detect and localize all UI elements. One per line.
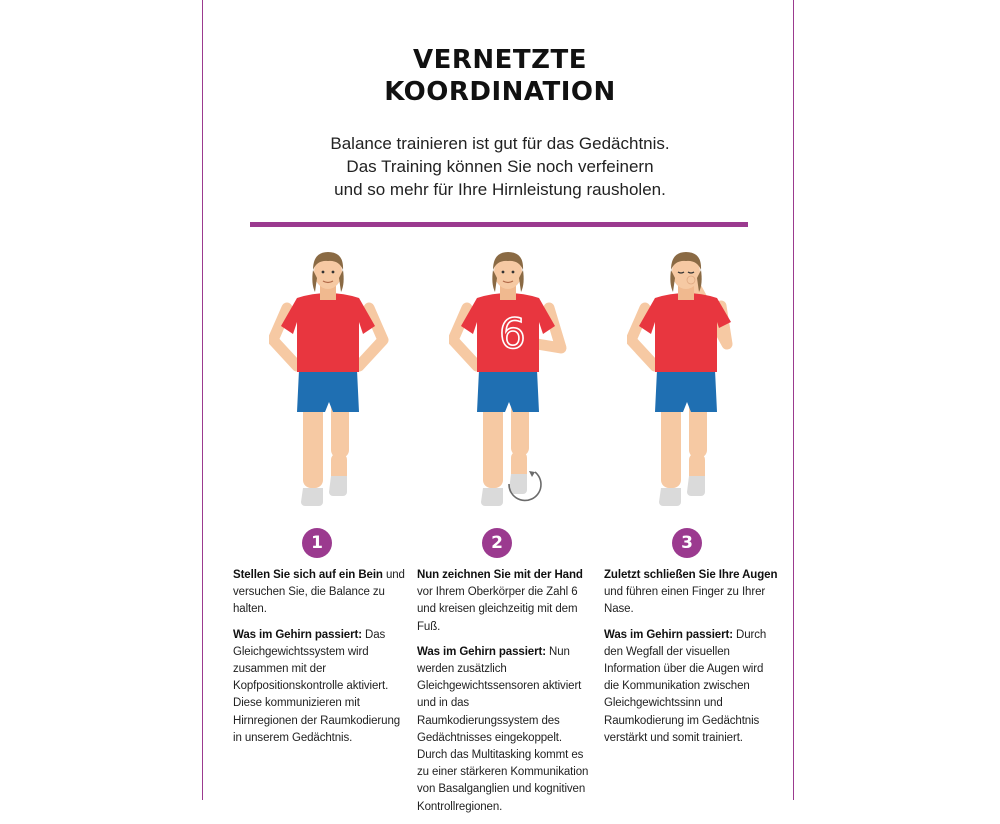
- intro-line-2: Das Training können Sie noch verfeinern: [346, 157, 654, 176]
- step-2-brain-text: Nun werden zusätzlich Gleichgewichtssensoren aktiviert und in das Raumkodierungssystem des Gedächtnisses eingekoppelt. Durch das Multitasking kommt es zu einer stärkeren Kommunikation von Basalganglien und kognitiven Kontrollregionen.: [417, 645, 589, 813]
- figure-1-person: [273, 252, 383, 506]
- step-3-lead: Zuletzt schließen Sie Ihre Augen: [604, 569, 778, 581]
- figure-3-illustration: [627, 248, 747, 518]
- step-3-lead-rest: und führen einen Finger zu Ihrer Nase.: [604, 586, 766, 616]
- title-line-1: VERNETZTE: [412, 45, 587, 75]
- step-2-instruction: [417, 567, 592, 636]
- section-divider: [250, 222, 748, 227]
- intro-line-1: Balance trainieren ist gut für das Gedächtnis.: [330, 134, 670, 153]
- step-1-lead-rest: und versuchen Sie, die Balance zu halten.: [233, 569, 405, 616]
- step-1-brain: [233, 627, 408, 747]
- step-2-brain-label: Was im Gehirn passiert:: [417, 645, 546, 658]
- intro-line-3: und so mehr für Ihre Hirnleistung rausholen.: [334, 180, 666, 199]
- step-1-badge: 1: [302, 528, 332, 558]
- figure-2-person: [453, 252, 561, 506]
- step-2-brain: [417, 644, 592, 816]
- step-2-lead: Nun zeichnen Sie mit der Hand: [417, 569, 583, 581]
- step-1-instruction: [233, 567, 408, 619]
- step-3-brain-text: Durch den Wegfall der visuellen Information über die Augen wird die Kommunikation zwischen Gleichgewichtssinn und Raumkodierung im Gedächtnis verstärkt und somit trainiert.: [604, 628, 767, 744]
- figure-2-illustration: [449, 248, 569, 518]
- intro-text: [280, 132, 720, 201]
- step-1-text: [233, 567, 408, 755]
- step-3-brain-label: Was im Gehirn passiert:: [604, 628, 733, 641]
- step-2-badge: 2: [482, 528, 512, 558]
- figure-3-person: [631, 252, 731, 506]
- figure-1-illustration: [269, 248, 389, 518]
- step-1-brain-label: Was im Gehirn passiert:: [233, 628, 362, 641]
- title-line-2: KOORDINATION: [384, 77, 616, 107]
- page-title: [300, 44, 700, 108]
- step-2-text: [417, 567, 592, 824]
- step-1-lead: Stellen Sie sich auf ein Bein: [233, 569, 383, 581]
- step-3-instruction: [604, 567, 779, 619]
- number-six-glyph: 6: [499, 309, 526, 358]
- step-2-lead-rest: vor Ihrem Oberkörper die Zahl 6 und kreisen gleichzeitig mit dem Fuß.: [417, 586, 578, 633]
- step-1-brain-text: Das Gleichgewichtssystem wird zusammen mit der Kopfpositionskontrolle aktiviert. Diese kommunizieren mit Hirnregionen der Raumkodierung in unserem Gedächtnis.: [233, 628, 401, 744]
- step-3-badge: 3: [672, 528, 702, 558]
- step-3-text: [604, 567, 779, 755]
- step-3-brain: [604, 627, 779, 747]
